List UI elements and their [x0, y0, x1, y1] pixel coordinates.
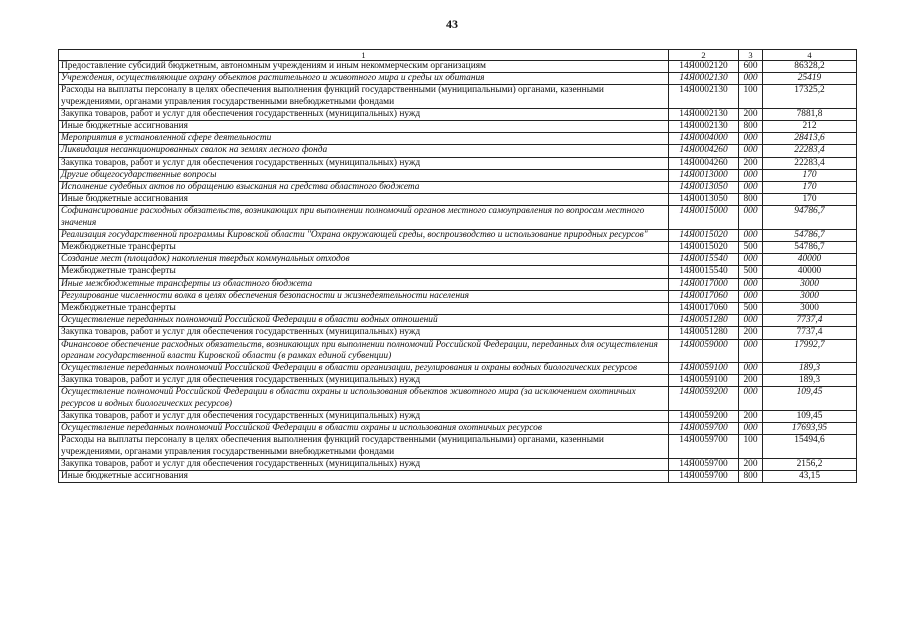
row-code-cell: 14Я0004000 [669, 133, 739, 145]
row-type-cell: 000 [739, 182, 763, 194]
row-name-cell: Предоставление субсидий бюджетным, автономным учреждениям и иным некоммерческим организациям [59, 61, 669, 73]
row-sum-cell: 170 [763, 194, 857, 206]
row-type-cell: 000 [739, 339, 763, 362]
row-code-cell: 14Я0015540 [669, 254, 739, 266]
row-code-cell: 14Я0059700 [669, 470, 739, 482]
row-sum-cell: 40000 [763, 254, 857, 266]
row-code-cell: 14Я0004260 [669, 145, 739, 157]
column-header-sum: 4 [763, 50, 857, 61]
table-row [59, 375, 857, 387]
row-sum-cell: 170 [763, 182, 857, 194]
row-code-cell: 14Я0015540 [669, 266, 739, 278]
row-code-cell: 14Я0013000 [669, 169, 739, 181]
row-type-cell: 100 [739, 85, 763, 108]
table-row [59, 303, 857, 315]
row-code-cell: 14Я0017000 [669, 278, 739, 290]
table-row [59, 229, 857, 241]
row-sum-cell: 17693,95 [763, 423, 857, 435]
table-row [59, 435, 857, 458]
row-code-cell: 14Я0015020 [669, 229, 739, 241]
row-name-cell: Межбюджетные трансферты [59, 266, 669, 278]
table-row [59, 363, 857, 375]
row-type-cell: 000 [739, 278, 763, 290]
row-code-cell: 14Я0002130 [669, 85, 739, 108]
table-row [59, 278, 857, 290]
row-name-cell: Другие общегосударственные вопросы [59, 169, 669, 181]
table-row [59, 254, 857, 266]
table-row [59, 206, 857, 229]
table-row [59, 266, 857, 278]
row-type-cell: 000 [739, 423, 763, 435]
row-sum-cell: 7737,4 [763, 315, 857, 327]
row-sum-cell: 86328,2 [763, 61, 857, 73]
row-type-cell: 800 [739, 121, 763, 133]
row-code-cell: 14Я0015000 [669, 206, 739, 229]
row-code-cell: 14Я0059200 [669, 410, 739, 422]
row-sum-cell: 170 [763, 169, 857, 181]
row-sum-cell: 28413,6 [763, 133, 857, 145]
row-sum-cell: 189,3 [763, 375, 857, 387]
row-name-cell: Исполнение судебных актов по обращению взыскания на средства областного бюджета [59, 182, 669, 194]
row-sum-cell: 109,45 [763, 410, 857, 422]
row-type-cell: 500 [739, 266, 763, 278]
row-type-cell: 600 [739, 61, 763, 73]
row-name-cell: Осуществление переданных полномочий Российской Федерации в области охраны и использования охотничьих ресурсов [59, 423, 669, 435]
row-name-cell: Расходы на выплаты персоналу в целях обеспечения выполнения функций государственными (муниципальными) органами, казенными учреждениями, органами управления государственными внебюджетными фондами [59, 435, 669, 458]
row-sum-cell: 94786,7 [763, 206, 857, 229]
row-type-cell: 200 [739, 157, 763, 169]
row-name-cell: Регулирование численности волка в целях обеспечения безопасности и жизнедеятельности населения [59, 290, 669, 302]
row-type-cell: 500 [739, 303, 763, 315]
row-type-cell: 000 [739, 363, 763, 375]
row-type-cell: 000 [739, 254, 763, 266]
row-code-cell: 14Я0059700 [669, 458, 739, 470]
row-sum-cell: 43,15 [763, 470, 857, 482]
row-type-cell: 000 [739, 206, 763, 229]
table-row [59, 470, 857, 482]
table-row [59, 73, 857, 85]
row-code-cell: 14Я0059100 [669, 363, 739, 375]
row-type-cell: 000 [739, 73, 763, 85]
row-sum-cell: 3000 [763, 278, 857, 290]
row-name-cell: Мероприятия в установленной сфере деятельности [59, 133, 669, 145]
row-type-cell: 800 [739, 470, 763, 482]
row-name-cell: Осуществление переданных полномочий Российской Федерации в области водных отношений [59, 315, 669, 327]
row-name-cell: Закупка товаров, работ и услуг для обеспечения государственных (муниципальных) нужд [59, 327, 669, 339]
row-name-cell: Создание мест (площадок) накопления твердых коммунальных отходов [59, 254, 669, 266]
row-code-cell: 14Я0051280 [669, 327, 739, 339]
row-type-cell: 000 [739, 290, 763, 302]
row-code-cell: 14Я0059000 [669, 339, 739, 362]
row-type-cell: 500 [739, 242, 763, 254]
table-body [59, 61, 857, 483]
table-row [59, 157, 857, 169]
table-row [59, 315, 857, 327]
row-code-cell: 14Я0013050 [669, 182, 739, 194]
table-row [59, 423, 857, 435]
row-code-cell: 14Я0059700 [669, 435, 739, 458]
row-code-cell: 14Я0002130 [669, 108, 739, 120]
budget-table [58, 49, 857, 483]
row-type-cell: 000 [739, 315, 763, 327]
row-code-cell: 14Я0017060 [669, 290, 739, 302]
row-name-cell: Закупка товаров, работ и услуг для обеспечения государственных (муниципальных) нужд [59, 157, 669, 169]
row-name-cell: Иные бюджетные ассигнования [59, 194, 669, 206]
table-row [59, 327, 857, 339]
table-row [59, 339, 857, 362]
row-sum-cell: 54786,7 [763, 242, 857, 254]
row-code-cell: 14Я0002130 [669, 121, 739, 133]
column-header-code: 2 [669, 50, 739, 61]
row-sum-cell: 54786,7 [763, 229, 857, 241]
row-code-cell: 14Я0015020 [669, 242, 739, 254]
table-row [59, 133, 857, 145]
row-code-cell: 14Я0059100 [669, 375, 739, 387]
table-row [59, 169, 857, 181]
row-code-cell: 14Я0017060 [669, 303, 739, 315]
table-row [59, 182, 857, 194]
table-row [59, 121, 857, 133]
row-code-cell: 14Я0051280 [669, 315, 739, 327]
row-name-cell: Иные бюджетные ассигнования [59, 121, 669, 133]
row-sum-cell: 7881,8 [763, 108, 857, 120]
row-code-cell: 14Я0059700 [669, 423, 739, 435]
column-header-name: 1 [59, 50, 669, 61]
table-row [59, 410, 857, 422]
row-code-cell: 14Я0002130 [669, 73, 739, 85]
row-code-cell: 14Я0013050 [669, 194, 739, 206]
row-type-cell: 200 [739, 108, 763, 120]
row-sum-cell: 212 [763, 121, 857, 133]
row-code-cell: 14Я0002120 [669, 61, 739, 73]
row-name-cell: Софинансирование расходных обязательств, возникающих при выполнении полномочий органов местного самоуправления по вопросам местного значения [59, 206, 669, 229]
row-name-cell: Осуществление полномочий Российской Федерации в области охраны и использования объектов животного мира (за исключением охотничьих ресурсов и водных биологических ресурсов) [59, 387, 669, 410]
row-sum-cell: 7737,4 [763, 327, 857, 339]
table-header-row [59, 50, 857, 61]
row-name-cell: Ликвидация несанкционированных свалок на землях лесного фонда [59, 145, 669, 157]
row-name-cell: Закупка товаров, работ и услуг для обеспечения государственных (муниципальных) нужд [59, 375, 669, 387]
table-row [59, 242, 857, 254]
row-name-cell: Расходы на выплаты персоналу в целях обеспечения выполнения функций государственными (муниципальными) органами, казенными учреждениями, органами управления государственными внебюджетными фондами [59, 85, 669, 108]
row-sum-cell: 3000 [763, 290, 857, 302]
row-code-cell: 14Я0004260 [669, 157, 739, 169]
table-row [59, 194, 857, 206]
page-number: 43 [446, 17, 458, 31]
row-type-cell: 000 [739, 145, 763, 157]
row-sum-cell: 22283,4 [763, 157, 857, 169]
row-name-cell: Межбюджетные трансферты [59, 242, 669, 254]
row-type-cell: 200 [739, 375, 763, 387]
row-sum-cell: 17992,7 [763, 339, 857, 362]
table-row [59, 108, 857, 120]
table-row [59, 290, 857, 302]
row-name-cell: Иные межбюджетные трансферты из областного бюджета [59, 278, 669, 290]
row-type-cell: 200 [739, 458, 763, 470]
row-name-cell: Иные бюджетные ассигнования [59, 470, 669, 482]
row-sum-cell: 17325,2 [763, 85, 857, 108]
row-name-cell: Финансовое обеспечение расходных обязательств, возникающих при выполнении полномочий Российской Федерации, переданных для осуществления органам государственной власти Кировской области (в рамках единой субвенции) [59, 339, 669, 362]
row-name-cell: Закупка товаров, работ и услуг для обеспечения государственных (муниципальных) нужд [59, 458, 669, 470]
row-code-cell: 14Я0059200 [669, 387, 739, 410]
row-type-cell: 000 [739, 133, 763, 145]
row-sum-cell: 189,3 [763, 363, 857, 375]
row-type-cell: 000 [739, 169, 763, 181]
row-sum-cell: 15494,6 [763, 435, 857, 458]
row-type-cell: 200 [739, 410, 763, 422]
table-row [59, 458, 857, 470]
row-type-cell: 000 [739, 229, 763, 241]
row-type-cell: 200 [739, 327, 763, 339]
row-type-cell: 100 [739, 435, 763, 458]
row-type-cell: 000 [739, 387, 763, 410]
row-name-cell: Закупка товаров, работ и услуг для обеспечения государственных (муниципальных) нужд [59, 410, 669, 422]
row-sum-cell: 25419 [763, 73, 857, 85]
row-sum-cell: 109,45 [763, 387, 857, 410]
row-sum-cell: 2156,2 [763, 458, 857, 470]
table-row [59, 145, 857, 157]
row-sum-cell: 40000 [763, 266, 857, 278]
row-name-cell: Реализация государственной программы Кировской области "Охрана окружающей среды, воспроизводство и использование природных ресурсов" [59, 229, 669, 241]
table-row [59, 387, 857, 410]
row-sum-cell: 22283,4 [763, 145, 857, 157]
table-row [59, 85, 857, 108]
row-name-cell: Учреждения, осуществляющие охрану объектов растительного и животного мира и среды их обитания [59, 73, 669, 85]
row-name-cell: Осуществление переданных полномочий Российской Федерации в области организации, регулирования и охраны водных биологических ресурсов [59, 363, 669, 375]
row-sum-cell: 3000 [763, 303, 857, 315]
table-row [59, 61, 857, 73]
row-type-cell: 800 [739, 194, 763, 206]
column-header-type: 3 [739, 50, 763, 61]
row-name-cell: Закупка товаров, работ и услуг для обеспечения государственных (муниципальных) нужд [59, 108, 669, 120]
row-name-cell: Межбюджетные трансферты [59, 303, 669, 315]
